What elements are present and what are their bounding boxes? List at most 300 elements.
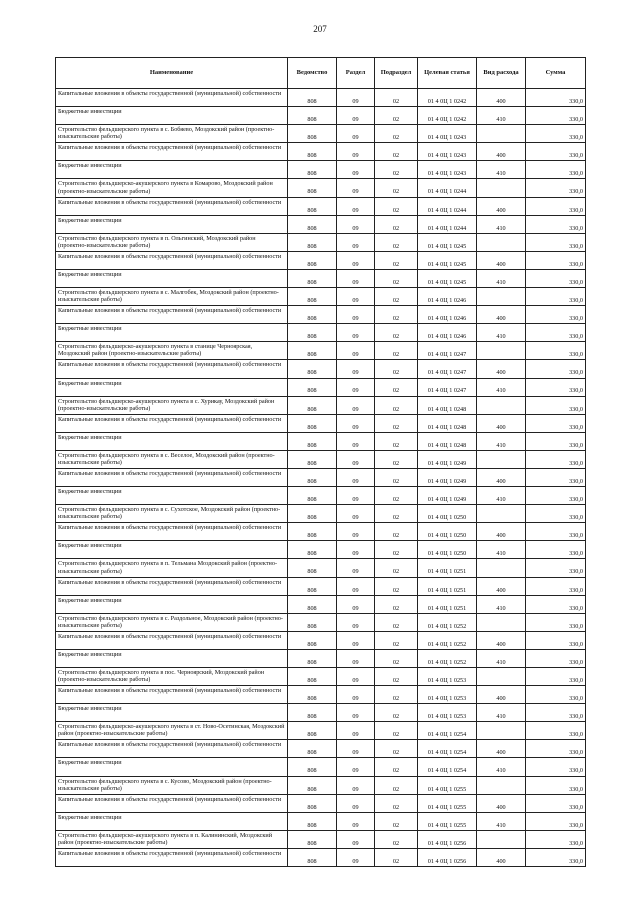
cell-sum: 330,0 bbox=[526, 505, 586, 523]
cell-cs: 01 4 0Ц 1 0256 bbox=[418, 848, 477, 866]
cell-name: Капитальные вложения в объекты государственной (муниципальной) собственности bbox=[56, 577, 288, 595]
cell-podrazdel: 02 bbox=[375, 143, 418, 161]
cell-podrazdel: 02 bbox=[375, 668, 418, 686]
table-row bbox=[56, 776, 586, 794]
cell-ved: 808 bbox=[288, 776, 337, 794]
cell-vr: 410 bbox=[477, 487, 526, 505]
cell-cs: 01 4 0Ц 1 0251 bbox=[418, 559, 477, 577]
cell-vr bbox=[477, 776, 526, 794]
cell-vr: 410 bbox=[477, 378, 526, 396]
cell-razdel: 09 bbox=[337, 125, 375, 143]
cell-podrazdel: 02 bbox=[375, 631, 418, 649]
cell-sum: 330,0 bbox=[526, 89, 586, 107]
table-row bbox=[56, 649, 586, 667]
cell-sum: 330,0 bbox=[526, 306, 586, 324]
table-row bbox=[56, 143, 586, 161]
cell-cs: 01 4 0Ц 1 0252 bbox=[418, 613, 477, 631]
cell-podrazdel: 02 bbox=[375, 577, 418, 595]
cell-ved: 808 bbox=[288, 251, 337, 269]
cell-cs: 01 4 0Ц 1 0246 bbox=[418, 306, 477, 324]
cell-name: Капитальные вложения в объекты государственной (муниципальной) собственности bbox=[56, 631, 288, 649]
cell-cs: 01 4 0Ц 1 0244 bbox=[418, 179, 477, 197]
cell-sum: 330,0 bbox=[526, 631, 586, 649]
header-sum: Сумма bbox=[526, 58, 586, 89]
cell-vr: 400 bbox=[477, 794, 526, 812]
cell-sum: 330,0 bbox=[526, 161, 586, 179]
cell-podrazdel: 02 bbox=[375, 613, 418, 631]
cell-vr bbox=[477, 830, 526, 848]
cell-sum: 330,0 bbox=[526, 269, 586, 287]
cell-cs: 01 4 0Ц 1 0242 bbox=[418, 107, 477, 125]
cell-vr: 400 bbox=[477, 251, 526, 269]
table-row bbox=[56, 487, 586, 505]
cell-name: Бюджетные инвестиции bbox=[56, 107, 288, 125]
cell-name: Строительство фельдшерского пункта в с. Веселое, Моздокский район (проектно-изыскательские работы) bbox=[56, 450, 288, 468]
cell-name: Строительство фельдшерско-акушерского пункта в ст. Ново-Осетинская, Моздокский район (проектно-изыскательские работы) bbox=[56, 722, 288, 740]
table-row bbox=[56, 468, 586, 486]
cell-podrazdel: 02 bbox=[375, 414, 418, 432]
cell-name: Капитальные вложения в объекты государственной (муниципальной) собственности bbox=[56, 360, 288, 378]
cell-sum: 330,0 bbox=[526, 541, 586, 559]
cell-cs: 01 4 0Ц 1 0252 bbox=[418, 649, 477, 667]
cell-sum: 330,0 bbox=[526, 107, 586, 125]
cell-sum: 330,0 bbox=[526, 360, 586, 378]
cell-razdel: 09 bbox=[337, 577, 375, 595]
cell-podrazdel: 02 bbox=[375, 360, 418, 378]
cell-sum: 330,0 bbox=[526, 125, 586, 143]
cell-cs: 01 4 0Ц 1 0246 bbox=[418, 288, 477, 306]
cell-razdel: 09 bbox=[337, 306, 375, 324]
cell-vr: 400 bbox=[477, 306, 526, 324]
cell-vr: 410 bbox=[477, 595, 526, 613]
cell-name: Бюджетные инвестиции bbox=[56, 812, 288, 830]
cell-name: Строительство фельдшерско-акушерского пункта в с. Хурикау, Моздокский район (проектно-изыскательские работы) bbox=[56, 396, 288, 414]
cell-sum: 330,0 bbox=[526, 215, 586, 233]
cell-cs: 01 4 0Ц 1 0255 bbox=[418, 776, 477, 794]
cell-vr: 410 bbox=[477, 704, 526, 722]
cell-name: Строительство фельдшерского пункта в с. Бобяево, Моздокский район (проектно-изыскательские работы) bbox=[56, 125, 288, 143]
cell-cs: 01 4 0Ц 1 0254 bbox=[418, 740, 477, 758]
cell-ved: 808 bbox=[288, 631, 337, 649]
cell-razdel: 09 bbox=[337, 342, 375, 360]
cell-ved: 808 bbox=[288, 830, 337, 848]
cell-podrazdel: 02 bbox=[375, 324, 418, 342]
header-name: Наименование bbox=[56, 58, 288, 89]
cell-cs: 01 4 0Ц 1 0248 bbox=[418, 414, 477, 432]
table-row bbox=[56, 89, 586, 107]
cell-vr bbox=[477, 288, 526, 306]
cell-sum: 330,0 bbox=[526, 668, 586, 686]
cell-name: Капитальные вложения в объекты государственной (муниципальной) собственности bbox=[56, 414, 288, 432]
cell-ved: 808 bbox=[288, 812, 337, 830]
header-ved: Ведомство bbox=[288, 58, 337, 89]
cell-vr: 400 bbox=[477, 523, 526, 541]
cell-cs: 01 4 0Ц 1 0255 bbox=[418, 812, 477, 830]
cell-name: Строительство фельдшерского пункта в п. Ольгинский, Моздокский район (проектно-изыскательские работы) bbox=[56, 233, 288, 251]
cell-cs: 01 4 0Ц 1 0244 bbox=[418, 197, 477, 215]
cell-podrazdel: 02 bbox=[375, 215, 418, 233]
cell-podrazdel: 02 bbox=[375, 649, 418, 667]
cell-cs: 01 4 0Ц 1 0243 bbox=[418, 125, 477, 143]
cell-vr bbox=[477, 559, 526, 577]
header-vr: Вид расхода bbox=[477, 58, 526, 89]
table-row bbox=[56, 378, 586, 396]
table-row bbox=[56, 288, 586, 306]
cell-name: Строительство фельдшерского пункта в с. Раздольное, Моздокский район (проектно-изыскательские работы) bbox=[56, 613, 288, 631]
cell-razdel: 09 bbox=[337, 414, 375, 432]
table-row bbox=[56, 360, 586, 378]
cell-razdel: 09 bbox=[337, 468, 375, 486]
cell-name: Бюджетные инвестиции bbox=[56, 324, 288, 342]
table-row bbox=[56, 306, 586, 324]
table-row bbox=[56, 414, 586, 432]
cell-cs: 01 4 0Ц 1 0253 bbox=[418, 686, 477, 704]
cell-podrazdel: 02 bbox=[375, 740, 418, 758]
cell-podrazdel: 02 bbox=[375, 161, 418, 179]
cell-vr: 400 bbox=[477, 577, 526, 595]
table-row bbox=[56, 541, 586, 559]
cell-razdel: 09 bbox=[337, 649, 375, 667]
cell-vr bbox=[477, 668, 526, 686]
table-row bbox=[56, 107, 586, 125]
cell-ved: 808 bbox=[288, 396, 337, 414]
cell-vr bbox=[477, 396, 526, 414]
cell-podrazdel: 02 bbox=[375, 450, 418, 468]
cell-sum: 330,0 bbox=[526, 722, 586, 740]
cell-cs: 01 4 0Ц 1 0250 bbox=[418, 541, 477, 559]
budget-table bbox=[55, 57, 586, 867]
cell-name: Строительство фельдшерского пункта в с. Сухотское, Моздокский район (проектно-изыскательские работы) bbox=[56, 505, 288, 523]
cell-sum: 330,0 bbox=[526, 378, 586, 396]
cell-name: Строительство фельдшерско-акушерского пункта в п. Калининский, Моздокский район (проектно-изыскательские работы) bbox=[56, 830, 288, 848]
cell-sum: 330,0 bbox=[526, 414, 586, 432]
cell-podrazdel: 02 bbox=[375, 794, 418, 812]
cell-cs: 01 4 0Ц 1 0254 bbox=[418, 722, 477, 740]
cell-ved: 808 bbox=[288, 288, 337, 306]
cell-razdel: 09 bbox=[337, 251, 375, 269]
cell-ved: 808 bbox=[288, 143, 337, 161]
table-row bbox=[56, 215, 586, 233]
cell-sum: 330,0 bbox=[526, 523, 586, 541]
cell-podrazdel: 02 bbox=[375, 432, 418, 450]
cell-cs: 01 4 0Ц 1 0249 bbox=[418, 450, 477, 468]
table-row bbox=[56, 342, 586, 360]
cell-podrazdel: 02 bbox=[375, 197, 418, 215]
cell-ved: 808 bbox=[288, 306, 337, 324]
cell-cs: 01 4 0Ц 1 0248 bbox=[418, 432, 477, 450]
cell-vr bbox=[477, 613, 526, 631]
table-row bbox=[56, 722, 586, 740]
cell-sum: 330,0 bbox=[526, 143, 586, 161]
cell-ved: 808 bbox=[288, 197, 337, 215]
cell-cs: 01 4 0Ц 1 0244 bbox=[418, 215, 477, 233]
cell-name: Капитальные вложения в объекты государственной (муниципальной) собственности bbox=[56, 523, 288, 541]
cell-vr: 410 bbox=[477, 541, 526, 559]
cell-vr: 400 bbox=[477, 468, 526, 486]
cell-razdel: 09 bbox=[337, 613, 375, 631]
cell-vr: 400 bbox=[477, 197, 526, 215]
cell-name: Капитальные вложения в объекты государственной (муниципальной) собственности bbox=[56, 686, 288, 704]
table-row bbox=[56, 161, 586, 179]
cell-razdel: 09 bbox=[337, 107, 375, 125]
cell-ved: 808 bbox=[288, 613, 337, 631]
cell-razdel: 09 bbox=[337, 143, 375, 161]
cell-podrazdel: 02 bbox=[375, 468, 418, 486]
cell-vr: 400 bbox=[477, 143, 526, 161]
cell-razdel: 09 bbox=[337, 668, 375, 686]
cell-vr: 400 bbox=[477, 686, 526, 704]
cell-name: Капитальные вложения в объекты государственной (муниципальной) собственности bbox=[56, 306, 288, 324]
cell-ved: 808 bbox=[288, 342, 337, 360]
table-row bbox=[56, 794, 586, 812]
cell-sum: 330,0 bbox=[526, 432, 586, 450]
table-row bbox=[56, 197, 586, 215]
cell-name: Капитальные вложения в объекты государственной (муниципальной) собственности bbox=[56, 197, 288, 215]
cell-vr: 400 bbox=[477, 360, 526, 378]
cell-cs: 01 4 0Ц 1 0246 bbox=[418, 324, 477, 342]
cell-name: Строительство фельдшерско-акушерского пункта в станице Черноярская, Моздокский район (проектно-изыскательские работы) bbox=[56, 342, 288, 360]
cell-podrazdel: 02 bbox=[375, 686, 418, 704]
cell-podrazdel: 02 bbox=[375, 179, 418, 197]
cell-ved: 808 bbox=[288, 577, 337, 595]
cell-ved: 808 bbox=[288, 233, 337, 251]
cell-ved: 808 bbox=[288, 740, 337, 758]
cell-name: Бюджетные инвестиции bbox=[56, 758, 288, 776]
table-row bbox=[56, 613, 586, 631]
cell-name: Бюджетные инвестиции bbox=[56, 269, 288, 287]
table-row bbox=[56, 686, 586, 704]
table-row bbox=[56, 830, 586, 848]
cell-ved: 808 bbox=[288, 378, 337, 396]
cell-ved: 808 bbox=[288, 107, 337, 125]
cell-vr bbox=[477, 342, 526, 360]
cell-name: Бюджетные инвестиции bbox=[56, 595, 288, 613]
cell-podrazdel: 02 bbox=[375, 107, 418, 125]
cell-name: Капитальные вложения в объекты государственной (муниципальной) собственности bbox=[56, 89, 288, 107]
cell-cs: 01 4 0Ц 1 0247 bbox=[418, 378, 477, 396]
cell-podrazdel: 02 bbox=[375, 830, 418, 848]
table-row bbox=[56, 668, 586, 686]
cell-cs: 01 4 0Ц 1 0251 bbox=[418, 595, 477, 613]
cell-vr bbox=[477, 179, 526, 197]
cell-razdel: 09 bbox=[337, 559, 375, 577]
cell-ved: 808 bbox=[288, 559, 337, 577]
cell-razdel: 09 bbox=[337, 812, 375, 830]
cell-vr bbox=[477, 722, 526, 740]
cell-cs: 01 4 0Ц 1 0254 bbox=[418, 758, 477, 776]
cell-razdel: 09 bbox=[337, 794, 375, 812]
cell-name: Капитальные вложения в объекты государственной (муниципальной) собственности bbox=[56, 143, 288, 161]
cell-name: Строительство фельдшерского пункта в п. Тельмана Моздокский район (проектно-изыскательские работы) bbox=[56, 559, 288, 577]
cell-cs: 01 4 0Ц 1 0250 bbox=[418, 505, 477, 523]
cell-ved: 808 bbox=[288, 215, 337, 233]
cell-name: Бюджетные инвестиции bbox=[56, 649, 288, 667]
table-row bbox=[56, 450, 586, 468]
cell-podrazdel: 02 bbox=[375, 487, 418, 505]
table-row bbox=[56, 324, 586, 342]
cell-sum: 330,0 bbox=[526, 613, 586, 631]
table-row bbox=[56, 523, 586, 541]
table-row bbox=[56, 179, 586, 197]
cell-ved: 808 bbox=[288, 758, 337, 776]
page-number: 207 bbox=[313, 24, 327, 34]
cell-cs: 01 4 0Ц 1 0243 bbox=[418, 161, 477, 179]
cell-podrazdel: 02 bbox=[375, 378, 418, 396]
cell-razdel: 09 bbox=[337, 505, 375, 523]
cell-ved: 808 bbox=[288, 668, 337, 686]
table-row bbox=[56, 396, 586, 414]
cell-ved: 808 bbox=[288, 523, 337, 541]
table-row bbox=[56, 251, 586, 269]
cell-vr bbox=[477, 125, 526, 143]
table-row bbox=[56, 595, 586, 613]
cell-vr bbox=[477, 450, 526, 468]
cell-sum: 330,0 bbox=[526, 740, 586, 758]
table-header bbox=[56, 58, 586, 89]
table-row bbox=[56, 269, 586, 287]
cell-vr: 410 bbox=[477, 812, 526, 830]
cell-sum: 330,0 bbox=[526, 794, 586, 812]
cell-sum: 330,0 bbox=[526, 559, 586, 577]
cell-razdel: 09 bbox=[337, 523, 375, 541]
cell-cs: 01 4 0Ц 1 0249 bbox=[418, 487, 477, 505]
cell-vr: 400 bbox=[477, 848, 526, 866]
cell-podrazdel: 02 bbox=[375, 342, 418, 360]
table-row bbox=[56, 812, 586, 830]
cell-ved: 808 bbox=[288, 125, 337, 143]
cell-razdel: 09 bbox=[337, 269, 375, 287]
cell-razdel: 09 bbox=[337, 288, 375, 306]
cell-cs: 01 4 0Ц 1 0253 bbox=[418, 668, 477, 686]
cell-ved: 808 bbox=[288, 595, 337, 613]
cell-sum: 330,0 bbox=[526, 179, 586, 197]
cell-vr: 410 bbox=[477, 324, 526, 342]
table-row bbox=[56, 631, 586, 649]
header-razdel: Раздел bbox=[337, 58, 375, 89]
cell-sum: 330,0 bbox=[526, 704, 586, 722]
header-cs: Целевая статья bbox=[418, 58, 477, 89]
cell-sum: 330,0 bbox=[526, 251, 586, 269]
cell-vr: 410 bbox=[477, 215, 526, 233]
cell-name: Бюджетные инвестиции bbox=[56, 161, 288, 179]
cell-vr: 400 bbox=[477, 631, 526, 649]
table-body bbox=[56, 89, 586, 867]
cell-podrazdel: 02 bbox=[375, 722, 418, 740]
cell-cs: 01 4 0Ц 1 0255 bbox=[418, 794, 477, 812]
cell-vr: 400 bbox=[477, 89, 526, 107]
cell-sum: 330,0 bbox=[526, 830, 586, 848]
cell-cs: 01 4 0Ц 1 0248 bbox=[418, 396, 477, 414]
cell-sum: 330,0 bbox=[526, 288, 586, 306]
cell-razdel: 09 bbox=[337, 179, 375, 197]
cell-ved: 808 bbox=[288, 179, 337, 197]
cell-cs: 01 4 0Ц 1 0253 bbox=[418, 704, 477, 722]
cell-ved: 808 bbox=[288, 541, 337, 559]
cell-name: Бюджетные инвестиции bbox=[56, 215, 288, 233]
cell-name: Капитальные вложения в объекты государственной (муниципальной) собственности bbox=[56, 794, 288, 812]
cell-podrazdel: 02 bbox=[375, 396, 418, 414]
cell-sum: 330,0 bbox=[526, 468, 586, 486]
cell-cs: 01 4 0Ц 1 0243 bbox=[418, 143, 477, 161]
cell-podrazdel: 02 bbox=[375, 306, 418, 324]
cell-podrazdel: 02 bbox=[375, 269, 418, 287]
cell-vr bbox=[477, 505, 526, 523]
cell-razdel: 09 bbox=[337, 686, 375, 704]
cell-cs: 01 4 0Ц 1 0245 bbox=[418, 251, 477, 269]
cell-cs: 01 4 0Ц 1 0250 bbox=[418, 523, 477, 541]
cell-podrazdel: 02 bbox=[375, 848, 418, 866]
cell-razdel: 09 bbox=[337, 722, 375, 740]
cell-razdel: 09 bbox=[337, 161, 375, 179]
cell-vr: 410 bbox=[477, 758, 526, 776]
cell-name: Бюджетные инвестиции bbox=[56, 432, 288, 450]
cell-vr: 410 bbox=[477, 432, 526, 450]
cell-sum: 330,0 bbox=[526, 233, 586, 251]
cell-cs: 01 4 0Ц 1 0251 bbox=[418, 577, 477, 595]
cell-cs: 01 4 0Ц 1 0247 bbox=[418, 342, 477, 360]
cell-ved: 808 bbox=[288, 686, 337, 704]
cell-podrazdel: 02 bbox=[375, 541, 418, 559]
cell-cs: 01 4 0Ц 1 0245 bbox=[418, 269, 477, 287]
cell-razdel: 09 bbox=[337, 378, 375, 396]
cell-razdel: 09 bbox=[337, 197, 375, 215]
cell-name: Строительство фельдшерского пункта в пос. Черноярский, Моздокский район (проектно-изыскательские работы) bbox=[56, 668, 288, 686]
cell-ved: 808 bbox=[288, 704, 337, 722]
cell-name: Бюджетные инвестиции bbox=[56, 541, 288, 559]
cell-razdel: 09 bbox=[337, 541, 375, 559]
cell-ved: 808 bbox=[288, 360, 337, 378]
table-row bbox=[56, 559, 586, 577]
cell-sum: 330,0 bbox=[526, 848, 586, 866]
cell-ved: 808 bbox=[288, 269, 337, 287]
table-row bbox=[56, 505, 586, 523]
cell-podrazdel: 02 bbox=[375, 251, 418, 269]
cell-name: Бюджетные инвестиции bbox=[56, 704, 288, 722]
cell-name: Капитальные вложения в объекты государственной (муниципальной) собственности bbox=[56, 740, 288, 758]
table-row bbox=[56, 432, 586, 450]
cell-cs: 01 4 0Ц 1 0256 bbox=[418, 830, 477, 848]
cell-ved: 808 bbox=[288, 468, 337, 486]
cell-razdel: 09 bbox=[337, 487, 375, 505]
cell-name: Строительство фельдшерского пункта в с. Кусово, Моздокский район (проектно-изыскательские работы) bbox=[56, 776, 288, 794]
cell-name: Бюджетные инвестиции bbox=[56, 487, 288, 505]
cell-sum: 330,0 bbox=[526, 197, 586, 215]
cell-razdel: 09 bbox=[337, 704, 375, 722]
cell-name: Капитальные вложения в объекты государственной (муниципальной) собственности bbox=[56, 848, 288, 866]
cell-ved: 808 bbox=[288, 487, 337, 505]
cell-sum: 330,0 bbox=[526, 487, 586, 505]
cell-vr: 410 bbox=[477, 107, 526, 125]
cell-razdel: 09 bbox=[337, 89, 375, 107]
cell-ved: 808 bbox=[288, 324, 337, 342]
cell-ved: 808 bbox=[288, 161, 337, 179]
cell-razdel: 09 bbox=[337, 360, 375, 378]
cell-sum: 330,0 bbox=[526, 758, 586, 776]
cell-podrazdel: 02 bbox=[375, 559, 418, 577]
cell-name: Капитальные вложения в объекты государственной (муниципальной) собственности bbox=[56, 468, 288, 486]
cell-razdel: 09 bbox=[337, 324, 375, 342]
cell-sum: 330,0 bbox=[526, 396, 586, 414]
table-row bbox=[56, 758, 586, 776]
cell-podrazdel: 02 bbox=[375, 758, 418, 776]
cell-razdel: 09 bbox=[337, 740, 375, 758]
cell-vr: 410 bbox=[477, 161, 526, 179]
cell-vr: 410 bbox=[477, 269, 526, 287]
cell-ved: 808 bbox=[288, 848, 337, 866]
cell-ved: 808 bbox=[288, 450, 337, 468]
cell-podrazdel: 02 bbox=[375, 89, 418, 107]
cell-ved: 808 bbox=[288, 432, 337, 450]
